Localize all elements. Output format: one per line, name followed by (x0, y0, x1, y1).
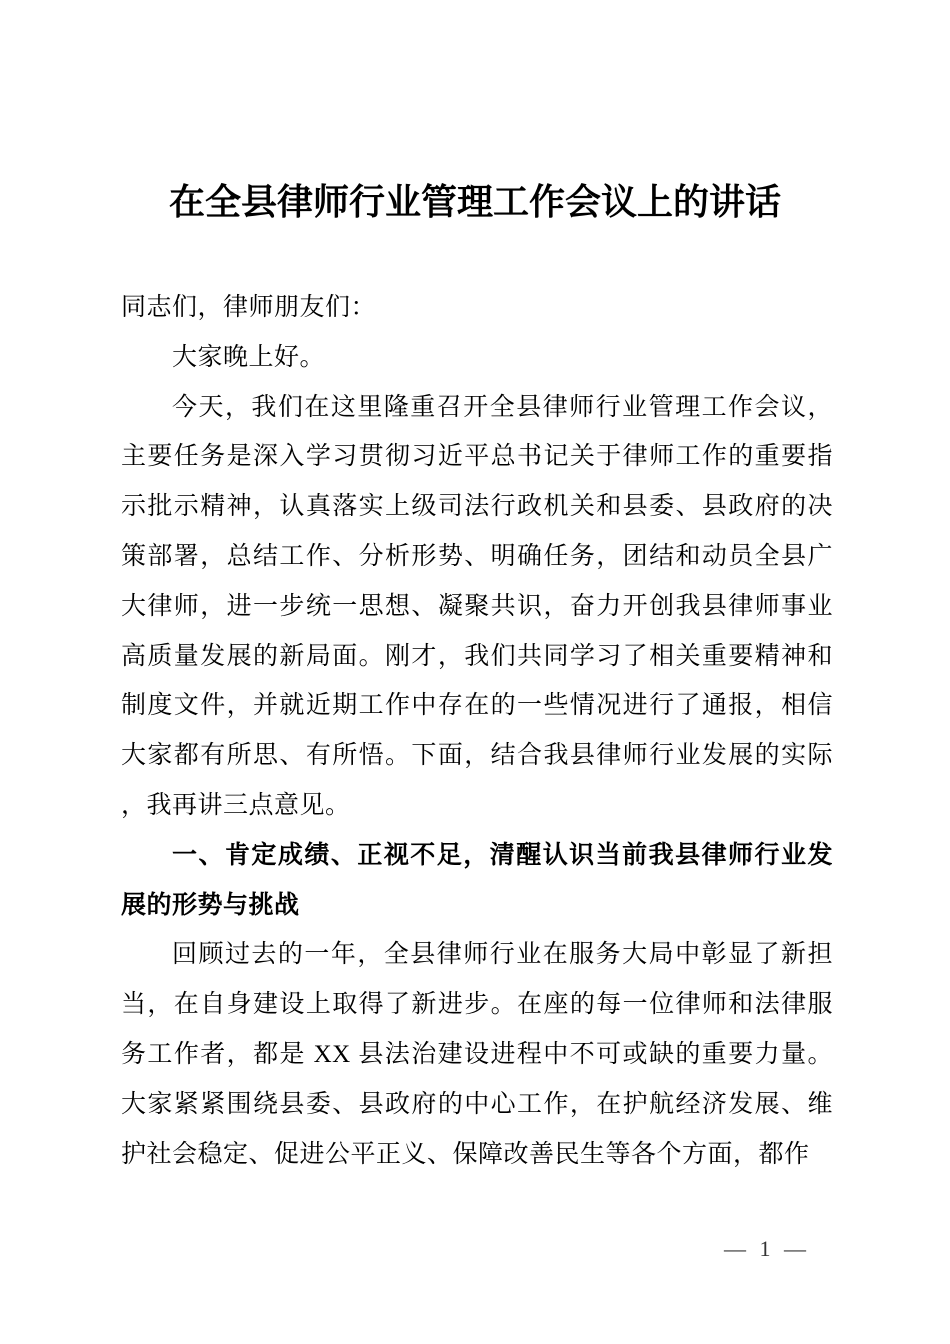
greeting-line: 大家晚上好。 (172, 343, 326, 371)
section-one-paragraph: 回顾过去的一年，全县律师行业在服务大局中彰显了新担当，在自身建设上取得了新进步。在座的每一位律师和法律服务工作者，都是 XX 县法治建设进程中不可或缺的重要力量。大家紧紧围绕县委、县政府的中心工作，在护航经济发展、维护社会稳定、促进公平正义、保障改善民生等各个方面，都作 (121, 941, 833, 1168)
document-title: 在全县律师行业管理工作会议上的讲话 (168, 181, 781, 222)
section-one-heading: 一、肯定成绩、正视不足，清醒认识当前我县律师行业发展的形势与挑战 (121, 840, 833, 919)
salutation-line: 同志们，律师朋友们： (121, 294, 377, 321)
opening-paragraph: 今天，我们在这里隆重召开全县律师行业管理工作会议，主要任务是深入学习贯彻习近平总书记关于律师工作的重要指示批示精神，认真落实上级司法行政机关和县委、县政府的决策部署，总结工作、分析形势、明确任务，团结和动员全县广大律师，进一步统一思想、凝聚共识，奋力开创我县律师事业高质量发展的新局面。刚才，我们共同学习了相关重要精神和制度文件，并就近期工作中存在的一些情况进行了通报，相信大家都有所思、有所悟。下面，结合我县律师行业发展的实际，我再讲三点意见。 (121, 393, 833, 819)
document-body (121, 283, 833, 1179)
page-number: — 1 — (724, 1236, 810, 1261)
